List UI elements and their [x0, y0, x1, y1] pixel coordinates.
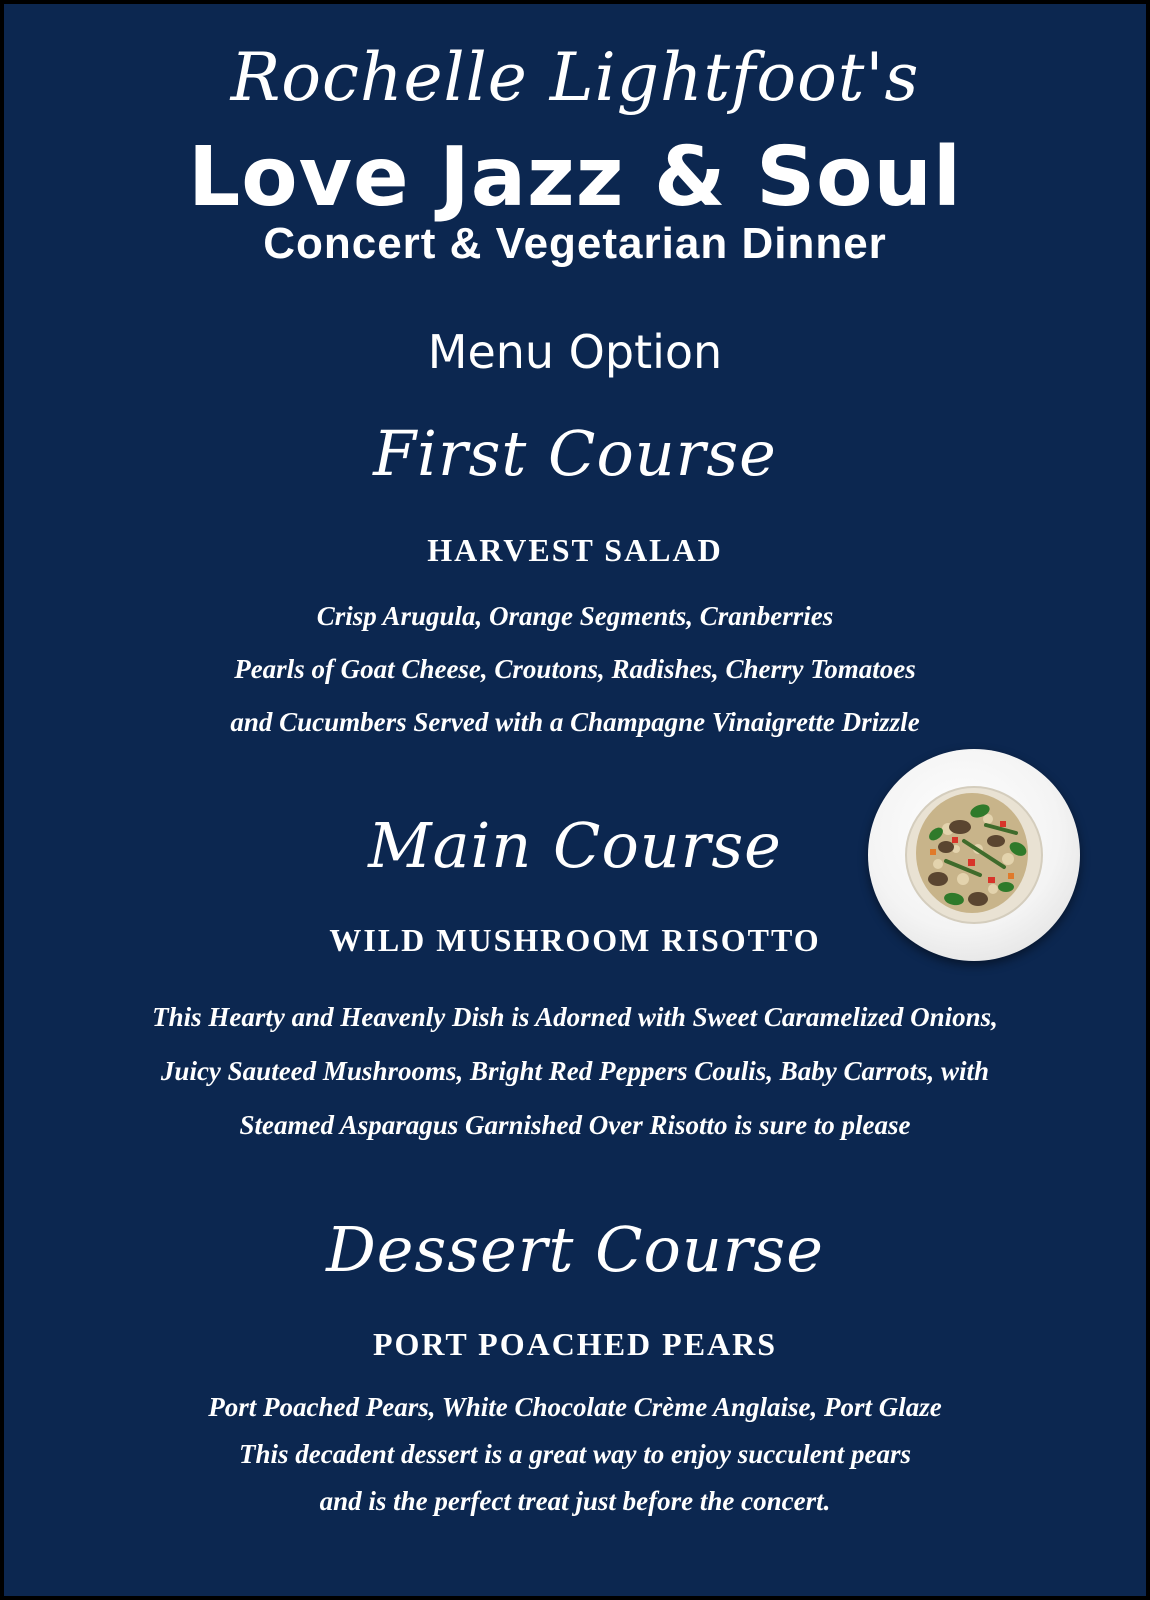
description-line: Steamed Asparagus Garnished Over Risotto is sure to please	[239, 1110, 911, 1140]
risotto-food-image	[868, 749, 1080, 961]
description-line: and Cucumbers Served with a Champagne Vinaigrette Drizzle	[230, 707, 920, 737]
description-line: Crisp Arugula, Orange Segments, Cranberries	[316, 601, 834, 631]
description-line: Pearls of Goat Cheese, Croutons, Radishes, Cherry Tomatoes	[234, 654, 916, 684]
main-course-description	[4, 990, 1146, 1152]
dessert-course-description	[4, 1384, 1146, 1525]
menu-option-label: Menu Option	[427, 325, 723, 379]
host-name: Rochelle Lightfoot's	[230, 39, 920, 116]
description-line: Port Poached Pears, White Chocolate Crème Anglaise, Port Glaze	[208, 1392, 942, 1422]
main-course-dish: WILD MUSHROOM RISOTTO	[329, 922, 821, 958]
description-line: This decadent dessert is a great way to enjoy succulent pears	[239, 1439, 911, 1469]
first-course-description	[4, 590, 1146, 749]
first-course-heading: First Course	[373, 417, 777, 490]
event-title: Love Jazz & Soul	[188, 130, 962, 225]
description-line: and is the perfect treat just before the concert.	[319, 1486, 831, 1516]
description-line: Juicy Sauteed Mushrooms, Bright Red Peppers Coulis, Baby Carrots, with	[160, 1056, 990, 1086]
description-line: This Hearty and Heavenly Dish is Adorned with Sweet Caramelized Onions,	[152, 1002, 998, 1032]
first-course-dish: HARVEST SALAD	[427, 532, 723, 568]
event-subtitle: Concert & Vegetarian Dinner	[263, 219, 887, 268]
main-course-heading: Main Course	[368, 809, 782, 882]
risotto-plate-icon	[868, 749, 1080, 961]
dessert-course-dish: PORT POACHED PEARS	[372, 1326, 778, 1362]
dessert-course-heading: Dessert Course	[326, 1213, 824, 1286]
